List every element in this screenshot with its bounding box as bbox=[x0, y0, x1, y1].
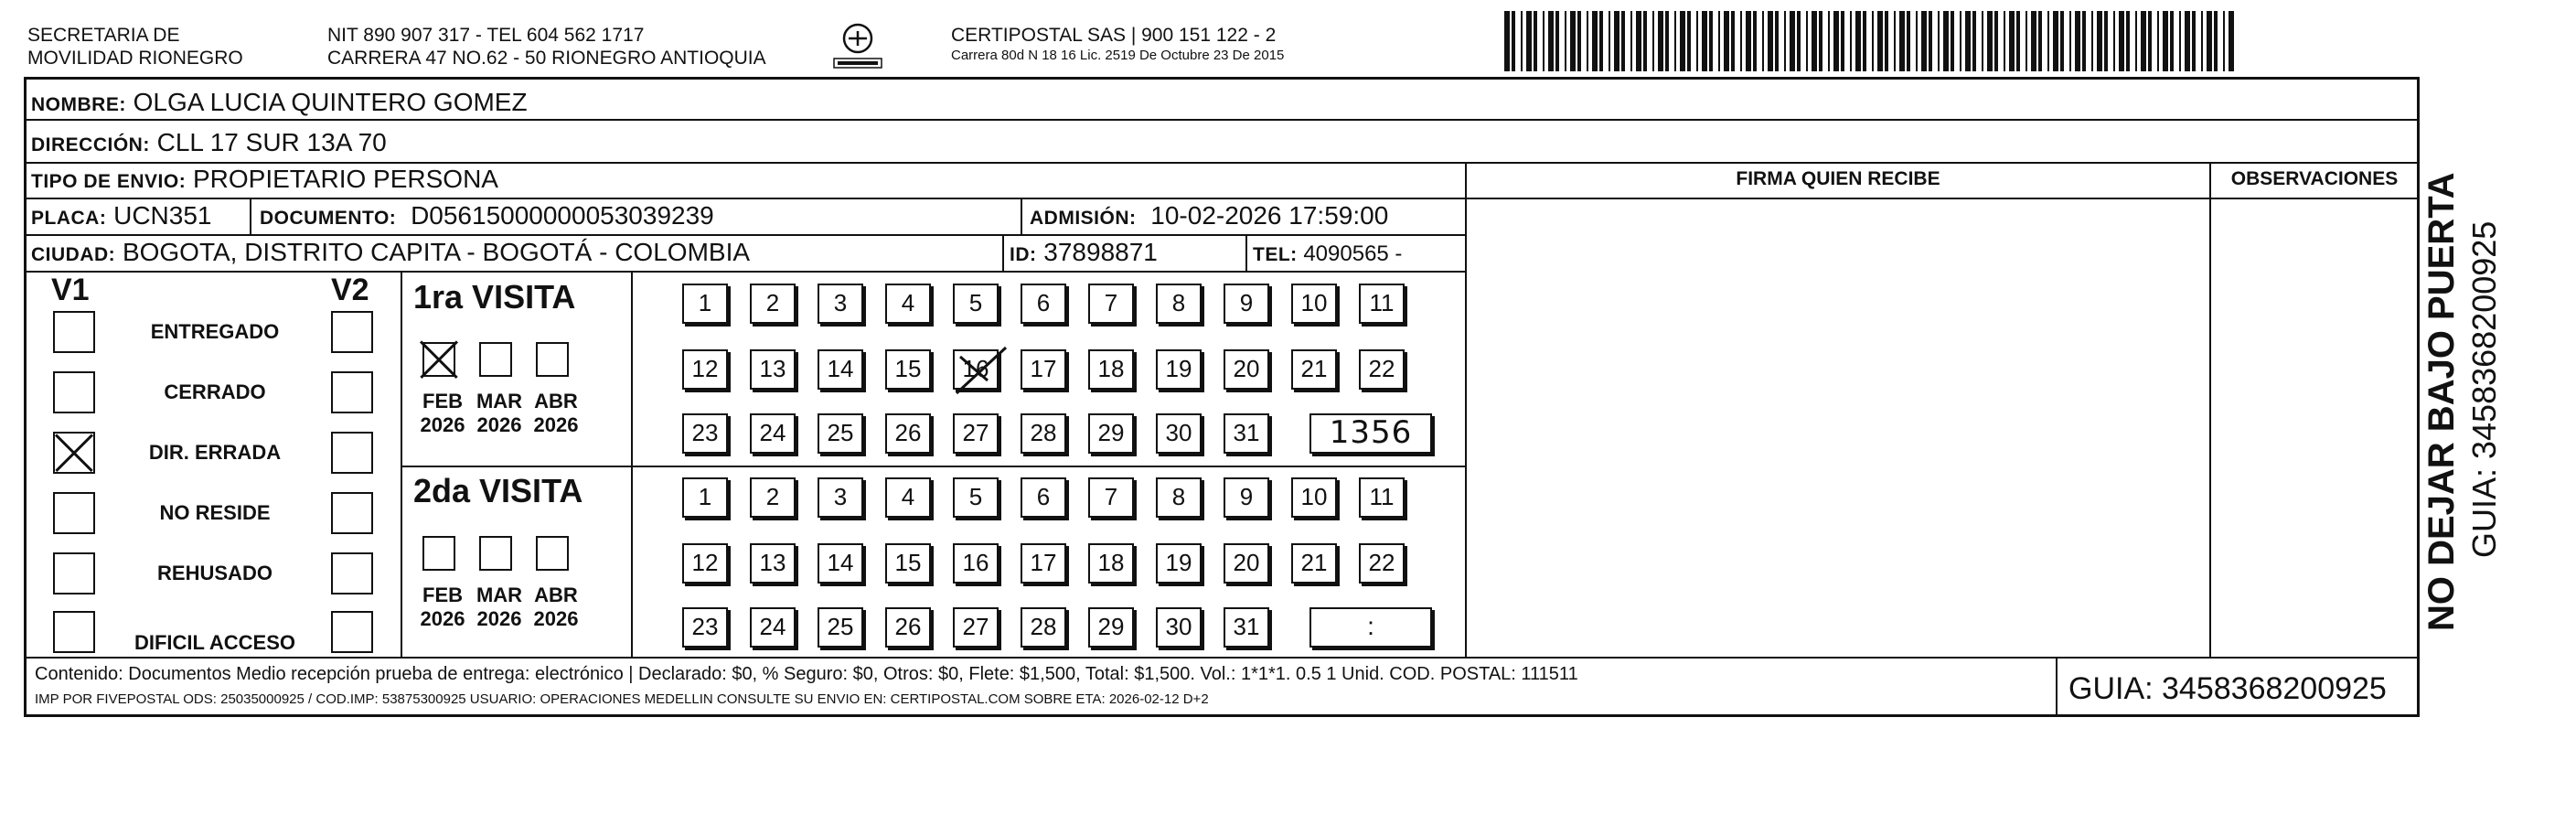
day-box[interactable]: 27 bbox=[953, 607, 999, 648]
day-box[interactable]: 31 bbox=[1224, 607, 1269, 648]
day-box[interactable]: 11 bbox=[1359, 284, 1405, 324]
ciudad-field: CIUDAD: BOGOTA, DISTRITO CAPITA - BOGOTÁ - COLOMBIA bbox=[31, 238, 751, 266]
day-box[interactable]: 28 bbox=[1021, 413, 1066, 454]
day-box[interactable]: 21 bbox=[1291, 543, 1337, 584]
day-box[interactable]: 17 bbox=[1021, 543, 1066, 584]
time-box[interactable]: 1356 bbox=[1309, 413, 1432, 454]
status-label: DIR. ERRADA bbox=[148, 441, 282, 464]
day-box[interactable]: 14 bbox=[818, 349, 863, 390]
day-box[interactable]: 11 bbox=[1359, 477, 1405, 518]
day-box[interactable]: 3 bbox=[818, 284, 863, 324]
v1-header: V1 bbox=[51, 273, 90, 307]
day-box[interactable]: 6 bbox=[1021, 477, 1066, 518]
day-box[interactable]: 25 bbox=[818, 413, 863, 454]
day-box[interactable]: 14 bbox=[818, 543, 863, 584]
month-checkbox[interactable] bbox=[536, 342, 569, 377]
day-box[interactable]: 22 bbox=[1359, 543, 1405, 584]
day-box[interactable]: 25 bbox=[818, 607, 863, 648]
status-label: REHUSADO bbox=[157, 562, 273, 584]
v1-checkbox[interactable] bbox=[53, 552, 95, 594]
day-box[interactable]: 20 bbox=[1224, 543, 1269, 584]
day-box[interactable]: 20 bbox=[1224, 349, 1269, 390]
observaciones-header: OBSERVACIONES bbox=[2230, 168, 2399, 189]
day-box[interactable]: 12 bbox=[682, 349, 728, 390]
day-box[interactable]: 23 bbox=[682, 607, 728, 648]
day-box[interactable]: 5 bbox=[953, 284, 999, 324]
barcode bbox=[1504, 11, 2236, 71]
day-box[interactable]: 1 bbox=[682, 284, 728, 324]
day-box[interactable]: 22 bbox=[1359, 349, 1405, 390]
footer-imp: IMP POR FIVEPOSTAL ODS: 25035000925 / COD.IMP: 53875300925 USUARIO: OPERACIONES MEDELLIN CONSULTE SU ENVIO EN: CERTIPOSTAL.COM SOBRE ETA: 2026-02-12 D+2 bbox=[35, 691, 1209, 707]
day-box[interactable]: 31 bbox=[1224, 413, 1269, 454]
month-checkbox[interactable] bbox=[422, 342, 455, 377]
side-warning: NO DEJAR BAJO PUERTA bbox=[2421, 172, 2462, 631]
day-box[interactable]: 2 bbox=[750, 477, 796, 518]
v1-checkbox[interactable] bbox=[53, 611, 95, 653]
day-box[interactable]: 10 bbox=[1291, 284, 1337, 324]
day-box[interactable]: 16 bbox=[953, 543, 999, 584]
day-box[interactable]: 4 bbox=[885, 477, 931, 518]
day-box[interactable]: 8 bbox=[1156, 284, 1202, 324]
visit-title: 2da VISITA bbox=[413, 472, 583, 509]
v1-checkbox[interactable] bbox=[53, 371, 95, 413]
documento-field: DOCUMENTO: D05615000000053039239 bbox=[260, 201, 714, 230]
day-box[interactable]: 1 bbox=[682, 477, 728, 518]
day-box[interactable]: 5 bbox=[953, 477, 999, 518]
v2-checkbox[interactable] bbox=[331, 611, 373, 653]
day-box[interactable]: 26 bbox=[885, 607, 931, 648]
day-box[interactable]: 23 bbox=[682, 413, 728, 454]
visit-title: 1ra VISITA bbox=[413, 278, 576, 316]
sender-name: SECRETARIA DE MOVILIDAD RIONEGRO bbox=[27, 25, 243, 69]
month-label: ABR 2026 bbox=[533, 390, 579, 436]
time-box[interactable]: : bbox=[1309, 607, 1432, 648]
v2-checkbox[interactable] bbox=[331, 371, 373, 413]
footer-guia: GUIA: 3458368200925 bbox=[2068, 671, 2387, 706]
day-box[interactable]: 19 bbox=[1156, 543, 1202, 584]
day-box[interactable]: 29 bbox=[1088, 413, 1134, 454]
day-box[interactable]: 3 bbox=[818, 477, 863, 518]
day-box[interactable]: 27 bbox=[953, 413, 999, 454]
status-label: ENTREGADO bbox=[150, 320, 280, 343]
month-label: MAR 2026 bbox=[476, 390, 523, 436]
day-cross-mark bbox=[951, 344, 1010, 399]
status-label: CERRADO bbox=[164, 380, 266, 403]
day-box[interactable]: 10 bbox=[1291, 477, 1337, 518]
day-box[interactable]: 7 bbox=[1088, 477, 1134, 518]
month-checkbox[interactable] bbox=[479, 342, 512, 377]
sender-info: NIT 890 907 317 - TEL 604 562 1717 CARRERA 47 NO.62 - 50 RIONEGRO ANTIOQUIA bbox=[327, 25, 766, 69]
tipo-envio-field: TIPO DE ENVIO: PROPIETARIO PERSONA bbox=[31, 165, 498, 193]
day-box[interactable]: 24 bbox=[750, 607, 796, 648]
v2-checkbox[interactable] bbox=[331, 492, 373, 534]
month-label: FEB 2026 bbox=[420, 390, 465, 436]
day-box[interactable]: 30 bbox=[1156, 607, 1202, 648]
day-box[interactable]: 29 bbox=[1088, 607, 1134, 648]
month-label: MAR 2026 bbox=[476, 584, 523, 630]
nombre-field: NOMBRE: OLGA LUCIA QUINTERO GOMEZ bbox=[31, 88, 528, 116]
day-box[interactable]: 6 bbox=[1021, 284, 1066, 324]
day-box[interactable]: 15 bbox=[885, 543, 931, 584]
day-box[interactable]: 13 bbox=[750, 349, 796, 390]
day-box[interactable]: 13 bbox=[750, 543, 796, 584]
v2-header: V2 bbox=[331, 273, 369, 307]
v2-checkbox[interactable] bbox=[331, 552, 373, 594]
month-checkbox[interactable] bbox=[479, 536, 512, 571]
certipostal-logo-icon bbox=[830, 20, 885, 75]
status-label: DIFICIL ACCESO bbox=[134, 631, 295, 654]
day-box[interactable]: 12 bbox=[682, 543, 728, 584]
day-box[interactable]: 9 bbox=[1224, 284, 1269, 324]
day-box[interactable]: 15 bbox=[885, 349, 931, 390]
direccion-field: DIRECCIÓN: CLL 17 SUR 13A 70 bbox=[31, 128, 387, 156]
v1-checkbox[interactable] bbox=[53, 311, 95, 353]
month-label: FEB 2026 bbox=[420, 584, 465, 630]
placa-field: PLACA: UCN351 bbox=[31, 201, 212, 230]
month-checkbox[interactable] bbox=[422, 536, 455, 571]
day-box[interactable]: 28 bbox=[1021, 607, 1066, 648]
day-box[interactable]: 19 bbox=[1156, 349, 1202, 390]
v1-checkbox[interactable] bbox=[53, 492, 95, 534]
day-box[interactable]: 18 bbox=[1088, 543, 1134, 584]
day-box[interactable]: 18 bbox=[1088, 349, 1134, 390]
footer-contenido: Contenido: Documentos Medio recepción prueba de entrega: electrónico | Declarado: $0, % Seguro: $0, Otros: $0, Flete: $1,500, Total: $1,500. Vol.: 1*1*1. 0.5 1 Unid. COD. POSTAL: 111511 bbox=[35, 664, 1578, 684]
month-checkbox[interactable] bbox=[536, 536, 569, 571]
day-box[interactable]: 26 bbox=[885, 413, 931, 454]
day-box[interactable]: 24 bbox=[750, 413, 796, 454]
day-box[interactable]: 17 bbox=[1021, 349, 1066, 390]
day-box[interactable]: 16 bbox=[953, 349, 999, 390]
side-guia: GUIA: 3458368200925 bbox=[2465, 220, 2503, 558]
status-label: NO RESIDE bbox=[159, 501, 271, 524]
day-box[interactable]: 9 bbox=[1224, 477, 1269, 518]
carrier-info: CERTIPOSTAL SAS | 900 151 122 - 2 Carrera 80d N 18 16 Lic. 2519 De Octubre 23 De 2015 bbox=[951, 25, 1285, 63]
day-box[interactable]: 4 bbox=[885, 284, 931, 324]
tel-field: TEL: 4090565 - bbox=[1253, 241, 1403, 266]
v2-checkbox[interactable] bbox=[331, 311, 373, 353]
day-box[interactable]: 7 bbox=[1088, 284, 1134, 324]
firma-header: FIRMA QUIEN RECIBE bbox=[1736, 168, 1940, 189]
day-box[interactable]: 8 bbox=[1156, 477, 1202, 518]
day-box[interactable]: 2 bbox=[750, 284, 796, 324]
v1-checkbox[interactable] bbox=[53, 432, 95, 474]
v2-checkbox[interactable] bbox=[331, 432, 373, 474]
day-box[interactable]: 21 bbox=[1291, 349, 1337, 390]
admision-field: ADMISIÓN: 10-02-2026 17:59:00 bbox=[1030, 201, 1389, 230]
day-box[interactable]: 30 bbox=[1156, 413, 1202, 454]
month-label: ABR 2026 bbox=[533, 584, 579, 630]
id-field: ID: 37898871 bbox=[1010, 238, 1158, 266]
